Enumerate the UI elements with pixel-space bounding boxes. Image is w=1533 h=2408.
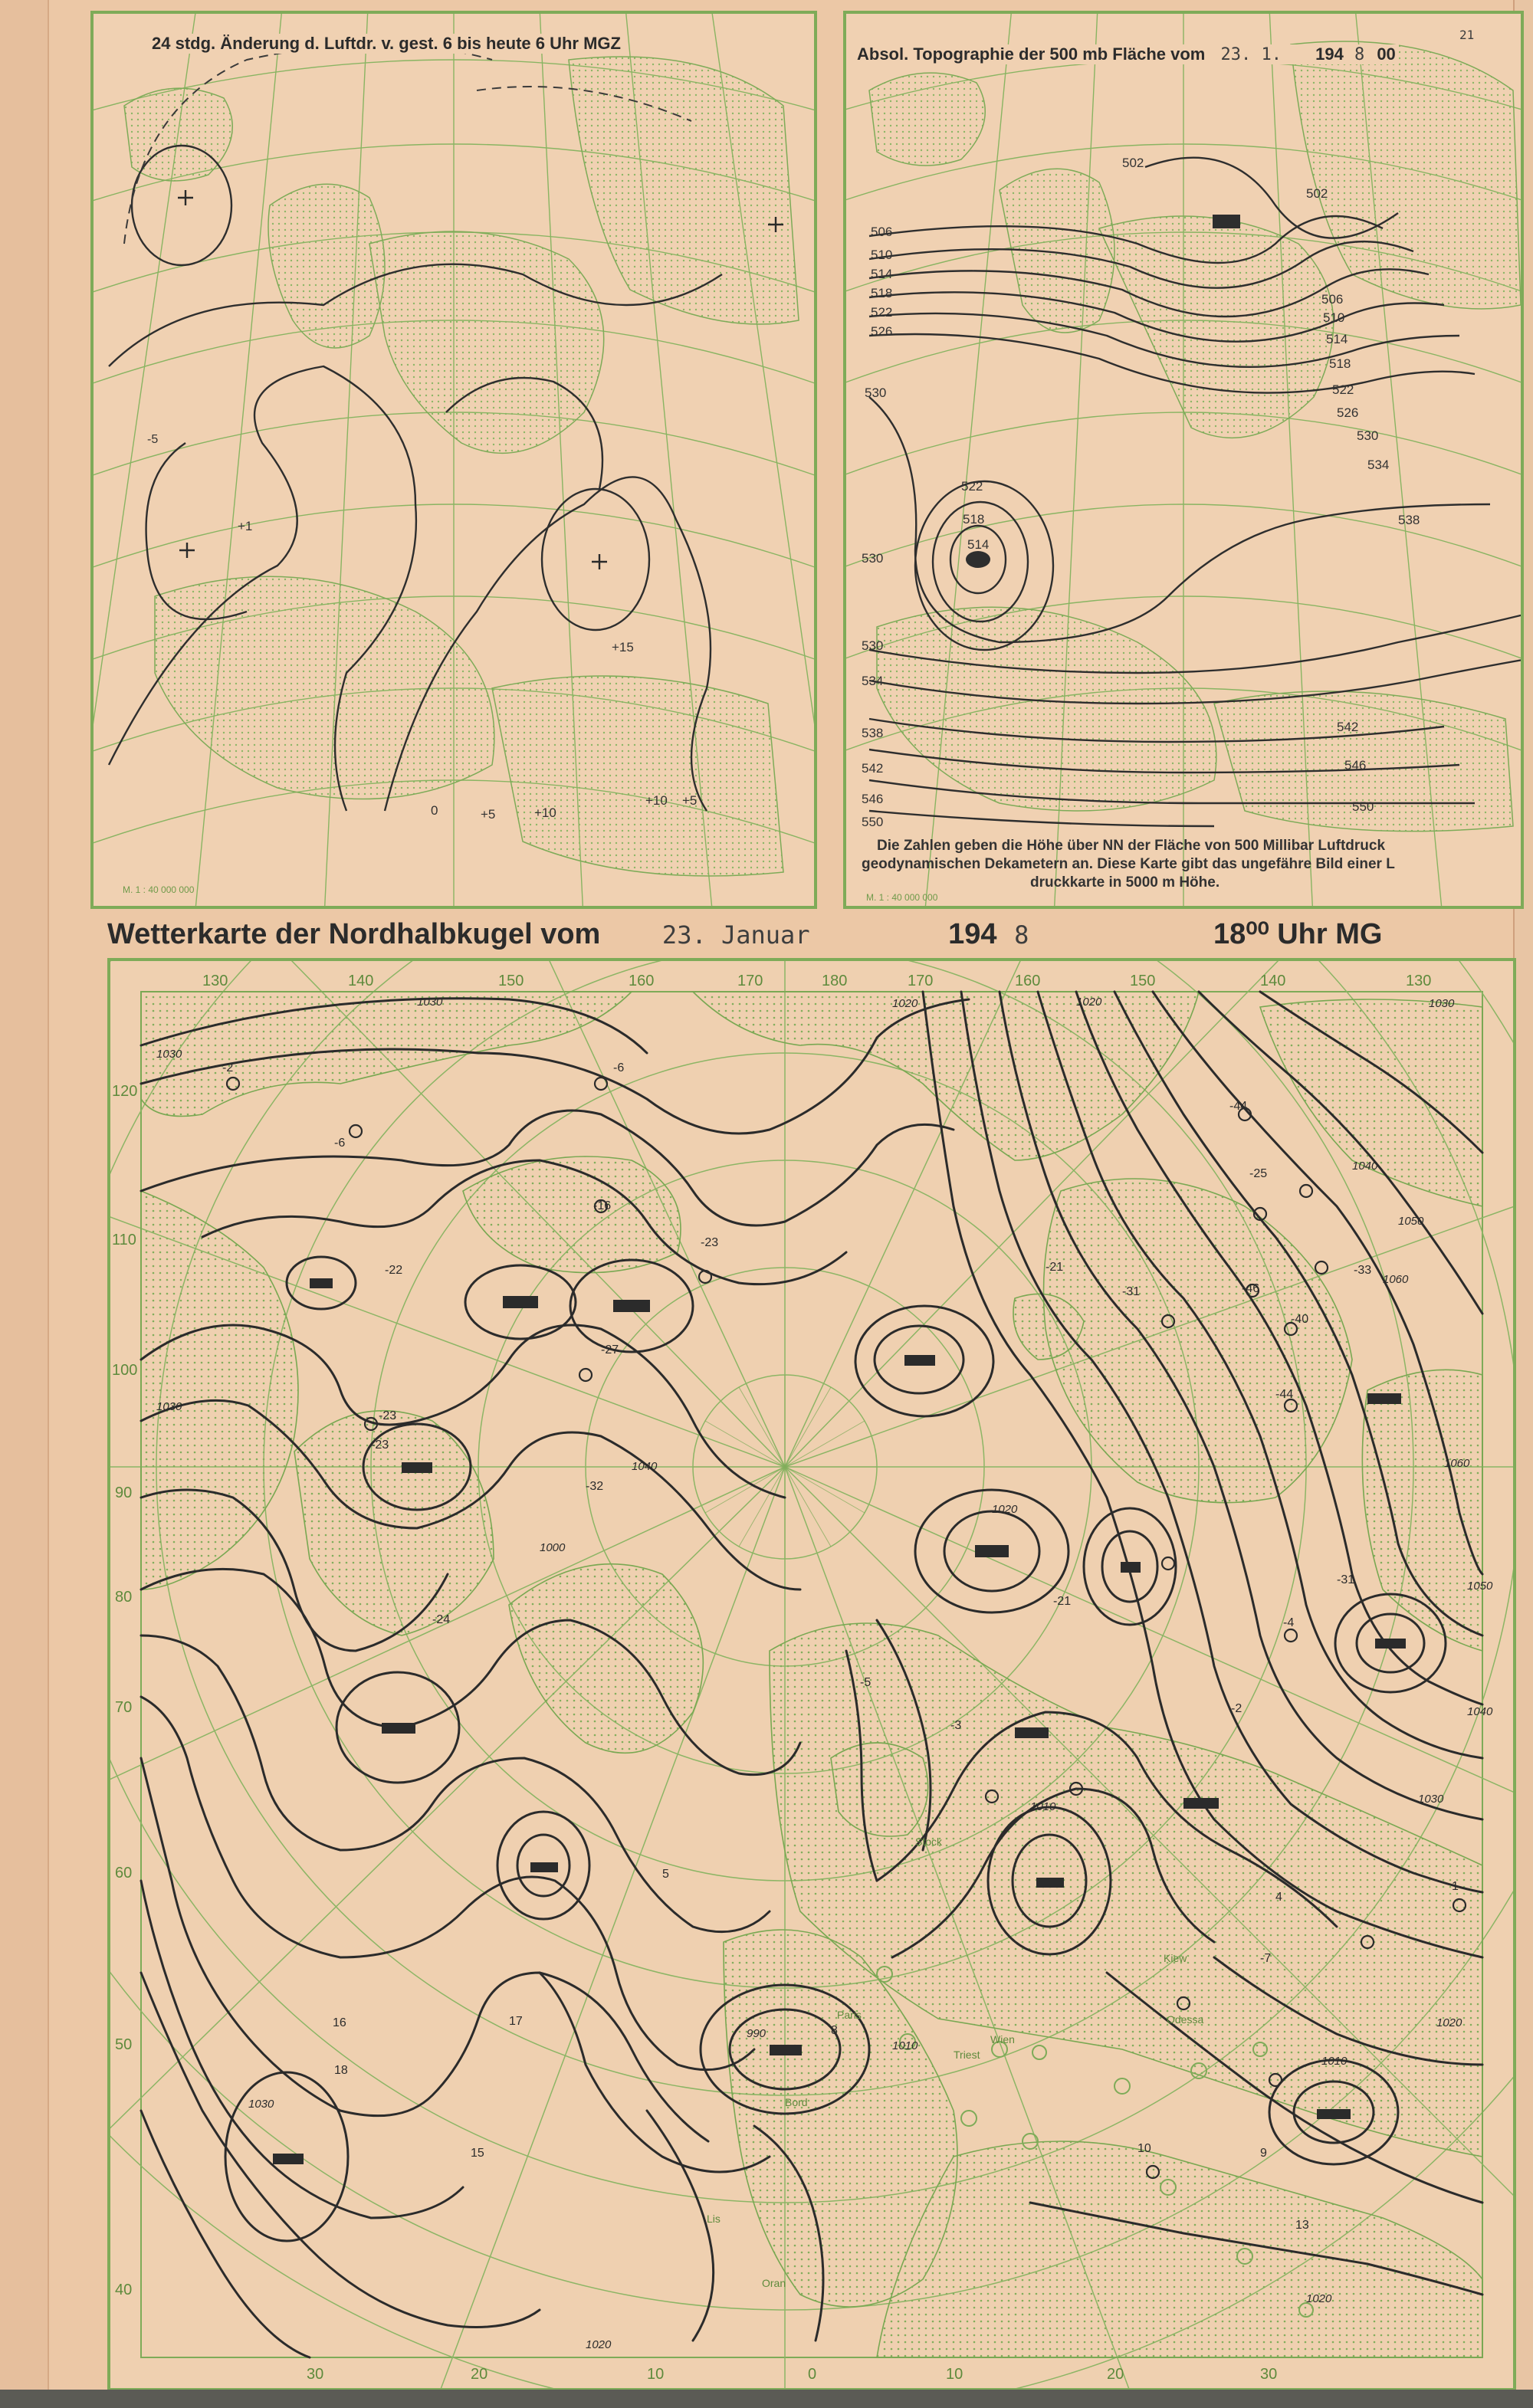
isoline-label: +15 bbox=[612, 640, 634, 654]
longitude-label: 180 bbox=[822, 973, 848, 989]
contour-label: 538 bbox=[862, 726, 884, 740]
longitude-label: 60 bbox=[115, 1865, 133, 1881]
longitude-label: 80 bbox=[115, 1589, 133, 1606]
temperature-label: 18 bbox=[334, 2064, 348, 2077]
longitude-label: 140 bbox=[348, 973, 374, 989]
longitude-label: 90 bbox=[115, 1484, 133, 1501]
temperature-label: -23 bbox=[379, 1409, 397, 1422]
contour-label: 518 bbox=[963, 512, 985, 527]
temperature-label: -23 bbox=[701, 1236, 719, 1249]
contour-label: 522 bbox=[871, 305, 893, 320]
isobar-label: 1060 bbox=[1444, 1457, 1470, 1470]
pressure-change-labels bbox=[94, 14, 814, 906]
isobar-label: 1010 bbox=[892, 2039, 918, 2052]
isobar-label: 1020 bbox=[992, 1503, 1018, 1516]
contour-label: 514 bbox=[871, 267, 893, 281]
weather-map-labels bbox=[110, 961, 1513, 2388]
isobar-label: 1030 bbox=[1418, 1793, 1444, 1806]
temperature-label: -16 bbox=[593, 1199, 612, 1212]
isobar-label: 1030 bbox=[156, 1048, 182, 1061]
temperature-label: -2 bbox=[1231, 1702, 1242, 1715]
contour-label: 530 bbox=[865, 385, 887, 400]
main-map-title-row bbox=[107, 917, 1382, 951]
temperature-label: 17 bbox=[509, 2015, 523, 2028]
main-map-title: Wetterkarte der Nordhalbkugel vom bbox=[107, 918, 601, 950]
contour-label: 550 bbox=[862, 815, 884, 829]
isobar-label: 1000 bbox=[540, 1541, 566, 1554]
contour-label: 526 bbox=[871, 324, 893, 339]
longitude-label: 150 bbox=[1130, 973, 1156, 989]
contour-label: 542 bbox=[1337, 720, 1359, 734]
isobar-label: 1040 bbox=[1352, 1160, 1378, 1173]
main-map-date-handwritten: 23. Januar bbox=[661, 920, 810, 950]
city-label: Triest bbox=[954, 2049, 980, 2061]
longitude-label: 20 bbox=[1107, 2366, 1124, 2383]
contour-label: 510 bbox=[1323, 310, 1345, 325]
isobar-label: 1050 bbox=[1398, 1215, 1424, 1228]
city-label: Lis bbox=[707, 2213, 721, 2225]
contour-label: 542 bbox=[862, 761, 884, 776]
temperature-label: -44 bbox=[1229, 1100, 1248, 1113]
temperature-label: -23 bbox=[371, 1439, 389, 1452]
temperature-label: -6 bbox=[613, 1061, 625, 1074]
top-longitude-labels bbox=[202, 973, 1431, 989]
temperature-label: 10 bbox=[1137, 2142, 1151, 2155]
longitude-label: 50 bbox=[115, 2036, 133, 2053]
city-label: Kiew bbox=[1164, 1952, 1187, 1964]
isobar-label: 1030 bbox=[248, 2098, 274, 2111]
isoline-label: +1 bbox=[238, 519, 253, 533]
contour-label: 522 bbox=[1332, 382, 1354, 397]
isobar-label: 1010 bbox=[1030, 1800, 1056, 1813]
longitude-label: 120 bbox=[112, 1083, 138, 1100]
temperature-label: -3 bbox=[950, 1719, 962, 1732]
temperature-label: 4 bbox=[1275, 1891, 1282, 1904]
topography-500mb-map bbox=[843, 11, 1524, 909]
temperature-label: 8 bbox=[831, 2024, 838, 2037]
temperature-label: -32 bbox=[586, 1480, 604, 1493]
pressure-change-map-title: 24 stdg. Änderung d. Luftdr. v. gest. 6 bis heute 6 Uhr MGZ bbox=[147, 34, 625, 54]
topography-title-printed: Absol. Topographie der 500 mb Fläche vom bbox=[857, 44, 1206, 64]
temperature-label: -7 bbox=[1260, 1952, 1272, 1965]
topography-contour-labels bbox=[846, 14, 1521, 906]
temperature-label: -40 bbox=[1291, 1313, 1309, 1326]
temperature-label: 5 bbox=[662, 1868, 669, 1881]
temperature-label: -31 bbox=[1337, 1573, 1355, 1586]
isobar-label: 1030 bbox=[156, 1400, 182, 1413]
note-line: geodynamischen Dekametern an. Diese Karte gibt das ungefähre Bild einer L bbox=[862, 856, 1395, 872]
page-bottom-edge bbox=[0, 2390, 1533, 2408]
city-label: Paris bbox=[837, 2009, 862, 2021]
topography-year-printed: 194 bbox=[1315, 44, 1344, 64]
contour-label: 546 bbox=[862, 792, 884, 806]
longitude-label: 40 bbox=[115, 2282, 133, 2298]
main-map-year-handwritten: 8 bbox=[1014, 920, 1029, 950]
contour-label: 534 bbox=[1367, 458, 1390, 472]
contour-label: 514 bbox=[1326, 332, 1348, 346]
contour-label: 506 bbox=[1321, 292, 1344, 307]
contour-label: 518 bbox=[871, 286, 893, 300]
temperature-label: -27 bbox=[601, 1343, 619, 1357]
longitude-label: 130 bbox=[1406, 973, 1432, 989]
city-label: Odessa bbox=[1167, 2013, 1204, 2026]
note-line: Die Zahlen geben die Höhe über NN der Fläche von 500 Millibar Luftdruck bbox=[877, 838, 1386, 854]
isobar-label: 990 bbox=[747, 2027, 766, 2040]
isoline-label: -5 bbox=[147, 433, 159, 446]
isobar-label: 1020 bbox=[1306, 2292, 1332, 2305]
longitude-label: 70 bbox=[115, 1699, 133, 1716]
northern-hemisphere-weather-map bbox=[107, 958, 1516, 2391]
temperature-label: -44 bbox=[1275, 1388, 1294, 1401]
longitude-label: 110 bbox=[112, 1232, 136, 1248]
pressure-change-map bbox=[90, 11, 817, 909]
contour-label: 550 bbox=[1352, 799, 1374, 814]
bottom-longitude-labels bbox=[307, 2366, 1277, 2383]
topography-time-handwritten: 21 bbox=[1459, 28, 1475, 42]
contour-label: 530 bbox=[862, 551, 884, 566]
city-label: Bord bbox=[785, 2096, 808, 2108]
main-map-year-printed: 194 bbox=[948, 918, 997, 950]
temperature-label: -46 bbox=[1242, 1282, 1260, 1295]
contour-label: 530 bbox=[862, 638, 884, 653]
contour-label: 518 bbox=[1329, 356, 1351, 371]
isobar-label: 1020 bbox=[892, 997, 918, 1010]
longitude-label: 20 bbox=[471, 2366, 488, 2383]
temperature-label: 15 bbox=[471, 2147, 484, 2160]
longitude-label: 160 bbox=[629, 973, 655, 989]
isobar-label: 1060 bbox=[1383, 1273, 1409, 1286]
temperature-label: -21 bbox=[1053, 1595, 1072, 1608]
isoline-label: 0 bbox=[431, 803, 438, 818]
temperature-label: -22 bbox=[385, 1264, 403, 1277]
longitude-label: 170 bbox=[908, 973, 934, 989]
topography-time: 00 bbox=[1377, 44, 1396, 64]
main-map-time: 18⁰⁰ Uhr MG bbox=[1213, 918, 1383, 950]
topography-year-handwritten: 8 bbox=[1354, 45, 1365, 64]
topography-date-handwritten: 23. 1. bbox=[1220, 45, 1282, 64]
topography-explanation bbox=[846, 837, 1521, 892]
longitude-label: 100 bbox=[112, 1362, 138, 1379]
temperature-label: -6 bbox=[334, 1137, 346, 1150]
contour-label: 530 bbox=[1357, 428, 1379, 443]
contour-label: 502 bbox=[1306, 186, 1328, 201]
city-label: Wien bbox=[990, 2033, 1015, 2045]
contour-label: 534 bbox=[862, 674, 884, 688]
isoline-label: +5 bbox=[682, 793, 698, 808]
longitude-label: 0 bbox=[808, 2366, 817, 2383]
pressure-change-map-scale: M. 1 : 40 000 000 bbox=[123, 884, 195, 895]
temperature-label: 13 bbox=[1295, 2219, 1309, 2232]
isoline-label: +10 bbox=[645, 793, 668, 808]
temperature-label: -25 bbox=[1249, 1167, 1268, 1180]
longitude-label: 150 bbox=[498, 973, 524, 989]
note-line: druckkarte in 5000 m Höhe. bbox=[1030, 874, 1220, 891]
temperature-label: -5 bbox=[860, 1676, 872, 1689]
paper-edge bbox=[0, 0, 49, 2408]
longitude-label: 30 bbox=[1260, 2366, 1278, 2383]
longitude-label: 140 bbox=[1260, 973, 1286, 989]
isobar-label: 1040 bbox=[1467, 1705, 1493, 1718]
contour-label: 502 bbox=[1122, 156, 1144, 170]
longitude-label: 170 bbox=[737, 973, 763, 989]
temperature-label: -4 bbox=[1283, 1616, 1295, 1629]
isobar-label: 1030 bbox=[1429, 997, 1455, 1010]
temperature-label: 1 bbox=[1452, 1880, 1459, 1893]
isobar-label: 1020 bbox=[1076, 996, 1102, 1009]
temperature-label: -21 bbox=[1046, 1261, 1064, 1274]
temperature-label: -2 bbox=[222, 1061, 234, 1074]
temperature-label: 16 bbox=[333, 2016, 346, 2029]
topography-map-scale: M. 1 : 40 000 000 bbox=[866, 892, 938, 903]
temperature-label: 9 bbox=[1260, 2147, 1267, 2160]
contour-label: 514 bbox=[967, 537, 990, 552]
isoline-label: +10 bbox=[534, 805, 556, 820]
contour-label: 510 bbox=[871, 248, 893, 262]
temperature-label: -33 bbox=[1354, 1264, 1372, 1277]
contour-label: 506 bbox=[871, 225, 893, 239]
contour-label: 526 bbox=[1337, 405, 1359, 420]
isobar-label: 1020 bbox=[586, 2338, 612, 2351]
city-label: Oran bbox=[762, 2277, 786, 2289]
contour-label: 538 bbox=[1398, 513, 1420, 527]
contour-label: 522 bbox=[961, 479, 983, 494]
left-longitude-labels bbox=[112, 1083, 137, 2298]
city-label: Stock bbox=[915, 1836, 943, 1848]
longitude-label: 160 bbox=[1015, 973, 1041, 989]
isobar-label: 1020 bbox=[1436, 2016, 1462, 2029]
isobar-label: 1010 bbox=[1321, 2055, 1348, 2068]
temperature-label: -31 bbox=[1122, 1285, 1141, 1298]
isobar-label: 1030 bbox=[417, 996, 443, 1009]
isobar-label: 1050 bbox=[1467, 1580, 1493, 1593]
longitude-label: 10 bbox=[946, 2366, 963, 2383]
contour-label: 546 bbox=[1344, 758, 1367, 773]
longitude-label: 130 bbox=[202, 973, 228, 989]
longitude-label: 30 bbox=[307, 2366, 324, 2383]
temperature-label: -24 bbox=[432, 1613, 451, 1626]
isoline-label: +5 bbox=[481, 807, 496, 822]
isobar-label: 1040 bbox=[632, 1460, 658, 1473]
longitude-label: 10 bbox=[647, 2366, 665, 2383]
